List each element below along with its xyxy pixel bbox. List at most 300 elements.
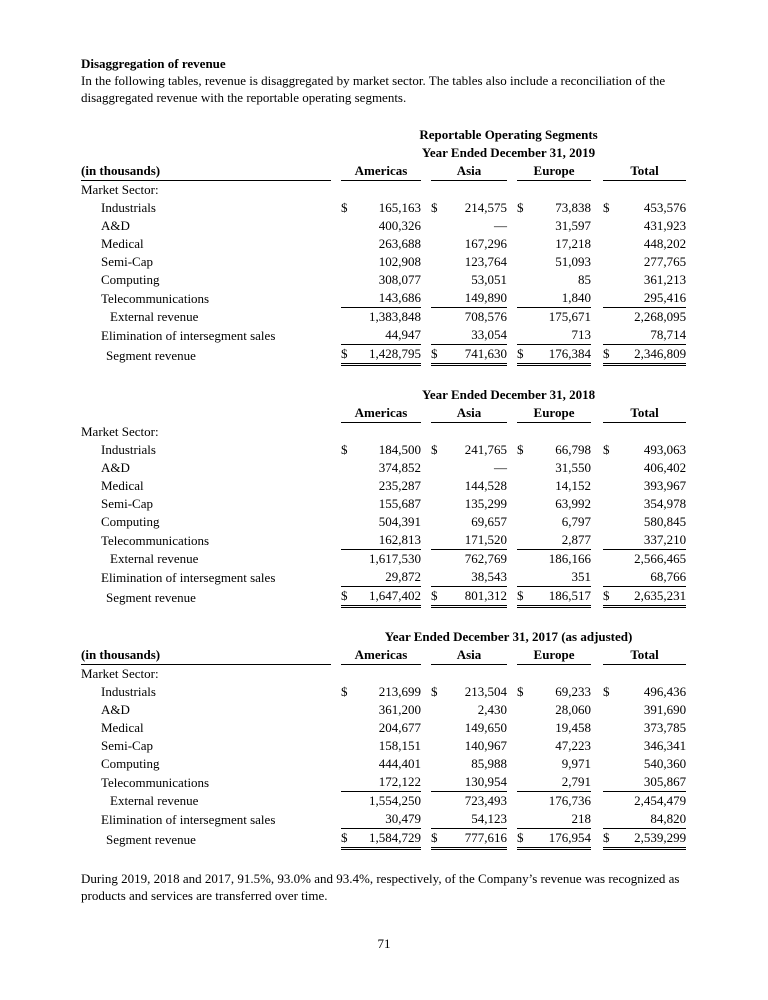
column-gap (591, 701, 603, 719)
dollar-sign-cell (517, 253, 531, 271)
cell-value: 2,454,479 (634, 793, 687, 808)
dollar-sign-cell (603, 719, 617, 737)
column-gap (591, 550, 603, 569)
dollar-sign-cell: $ (603, 829, 617, 849)
row-label: Elimination of intersegment sales (101, 569, 276, 585)
column-gap (421, 810, 431, 829)
dollar-sign-cell (517, 568, 531, 587)
cell-value: — (494, 460, 507, 475)
segments-2018 (81, 386, 686, 608)
cell-value: 176,384 (531, 345, 591, 365)
cell-value: 373,785 (643, 720, 687, 735)
column-gap (507, 701, 517, 719)
cell-value: 155,687 (378, 496, 421, 511)
row-label: Elimination of intersegment sales (101, 811, 276, 827)
dollar-sign-cell (517, 513, 531, 531)
dollar-sign-cell: $ (603, 587, 617, 607)
table-row (81, 810, 686, 829)
dollar-sign-cell (341, 701, 355, 719)
table-row (81, 773, 686, 792)
column-gap (507, 308, 517, 327)
cell-value: 73,838 (555, 200, 591, 215)
section-row (81, 665, 686, 684)
cell-value: 66,798 (555, 442, 591, 457)
period-title: Year Ended December 31, 2018 (421, 387, 596, 402)
row-label-spacer (81, 386, 331, 404)
cell-value: 214,575 (464, 200, 507, 215)
cell-value: 33,054 (445, 326, 507, 345)
column-gap (331, 235, 341, 253)
dollar-sign-cell: $ (341, 442, 348, 457)
segments-super-title: Reportable Operating Segments (419, 127, 598, 142)
column-gap (331, 531, 341, 550)
cell-value: 165,163 (378, 200, 421, 215)
column-gap (331, 755, 341, 773)
cell-value: 213,699 (378, 684, 421, 699)
dollar-sign-cell (431, 719, 445, 737)
cell-value: 2,566,465 (634, 551, 687, 566)
dollar-sign-cell: $ (431, 200, 438, 215)
cell-value: 176,736 (548, 793, 591, 808)
dollar-sign-cell (517, 326, 531, 345)
column-gap (591, 587, 603, 607)
dollar-sign-cell (341, 531, 355, 550)
cell-value: 135,299 (464, 496, 507, 511)
period-title-row (81, 628, 686, 646)
segments-2017 (81, 628, 686, 850)
column-gap (421, 345, 431, 365)
cell-value: 78,714 (617, 326, 686, 345)
table-row (81, 308, 686, 327)
dollar-sign-cell (517, 531, 531, 550)
dollar-sign-cell (603, 513, 617, 531)
column-gap (507, 253, 517, 271)
column-gap (591, 404, 603, 423)
dollar-sign-cell (341, 513, 355, 531)
dollar-sign-cell: $ (603, 684, 610, 699)
column-header-asia: Asia (431, 162, 507, 181)
cell-value: 1,554,250 (369, 793, 421, 808)
column-gap (331, 701, 341, 719)
column-gap (421, 737, 431, 755)
dollar-sign-cell (517, 217, 531, 235)
column-gap (331, 271, 341, 289)
dollar-sign-cell (341, 810, 355, 829)
column-gap (331, 495, 341, 513)
dollar-sign-cell: $ (517, 829, 531, 849)
dollar-sign-cell (603, 568, 617, 587)
cell-value: 1,428,795 (355, 345, 421, 365)
period-title: Year Ended December 31, 2017 (as adjusted) (384, 629, 633, 644)
row-label: Semi-Cap (101, 496, 153, 511)
cell-value: 354,978 (643, 496, 687, 511)
column-gap (591, 459, 603, 477)
dollar-sign-cell (431, 326, 445, 345)
cell-value: 29,872 (355, 568, 421, 587)
column-gap (507, 326, 517, 345)
cell-value: 167,296 (464, 236, 507, 251)
row-label: A&D (101, 460, 130, 475)
column-gap (591, 271, 603, 289)
dollar-sign-cell (431, 737, 445, 755)
cell-value: 184,500 (378, 442, 421, 457)
cell-value: 149,890 (445, 289, 507, 308)
column-gap (331, 253, 341, 271)
column-gap (331, 513, 341, 531)
row-label: External revenue (110, 793, 199, 808)
column-gap (421, 162, 431, 181)
dollar-sign-cell (431, 217, 445, 235)
footer-note: During 2019, 2018 and 2017, 91.5%, 93.0% and 93.4%, respectively, of the Company’s revenue was recognized as products and services are transferred over time. (81, 871, 680, 903)
table-row (81, 253, 686, 271)
in-thousands-label: (in thousands) (81, 646, 331, 665)
column-gap (331, 719, 341, 737)
column-gap (591, 755, 603, 773)
cell-value: 31,597 (555, 218, 591, 233)
cell-value: 9,971 (561, 756, 591, 771)
cell-value: 175,671 (548, 309, 591, 324)
cell-value: 2,430 (477, 702, 507, 717)
cell-value: 713 (531, 326, 591, 345)
dollar-sign-cell (431, 773, 445, 792)
segments-super-title-row (81, 126, 686, 144)
cell-value: 85,988 (471, 756, 507, 771)
dollar-sign-cell (603, 773, 617, 792)
column-gap (507, 773, 517, 792)
cell-value: 361,200 (378, 702, 421, 717)
column-gap (591, 235, 603, 253)
cell-value: 351 (531, 568, 591, 587)
dollar-sign-cell (341, 792, 355, 811)
dollar-sign-cell (603, 550, 617, 569)
row-label: Industrials (101, 200, 156, 215)
column-gap (591, 345, 603, 365)
cell-value: 346,341 (643, 738, 687, 753)
column-gap (331, 326, 341, 345)
market-sector-label: Market Sector: (81, 666, 159, 681)
column-header-americas: Americas (341, 404, 421, 423)
cell-value: 186,517 (531, 587, 591, 607)
column-gap (331, 737, 341, 755)
table-row (81, 477, 686, 495)
segments-2018-grid (81, 386, 686, 608)
dollar-sign-cell: $ (431, 587, 445, 607)
table-row (81, 345, 686, 365)
column-gap (421, 217, 431, 235)
row-label: A&D (101, 702, 130, 717)
dollar-sign-cell (517, 550, 531, 569)
period-title: Year Ended December 31, 2019 (421, 145, 596, 160)
dollar-sign-cell (603, 755, 617, 773)
column-gap (331, 792, 341, 811)
dollar-sign-cell (431, 459, 445, 477)
dollar-sign-cell (341, 568, 355, 587)
column-gap (591, 683, 603, 701)
column-gap (591, 737, 603, 755)
column-header-row (81, 646, 686, 665)
cell-value: 143,686 (355, 289, 421, 308)
dollar-sign-cell (341, 550, 355, 569)
column-gap (421, 719, 431, 737)
cell-value: 51,093 (555, 254, 591, 269)
cell-value: 144,528 (464, 478, 507, 493)
row-label: Semi-Cap (101, 254, 153, 269)
dollar-sign-cell (603, 235, 617, 253)
column-gap (507, 829, 517, 849)
row-label: Industrials (101, 442, 156, 457)
column-gap (591, 719, 603, 737)
segments-2017-grid (81, 628, 686, 850)
row-label-spacer (81, 144, 331, 162)
column-gap (507, 495, 517, 513)
dollar-sign-cell (517, 737, 531, 755)
cell-value: 741,630 (445, 345, 507, 365)
page-number: 71 (377, 936, 391, 951)
row-label: External revenue (110, 309, 199, 324)
dollar-sign-cell (603, 701, 617, 719)
column-gap (421, 531, 431, 550)
column-gap (331, 459, 341, 477)
column-gap (591, 477, 603, 495)
column-gap (591, 289, 603, 308)
cell-value: 391,690 (643, 702, 687, 717)
table-row (81, 550, 686, 569)
row-label: Medical (101, 478, 144, 493)
column-gap (507, 737, 517, 755)
dollar-sign-cell: $ (341, 684, 348, 699)
cell-value: 1,647,402 (355, 587, 421, 607)
column-gap (331, 289, 341, 308)
dollar-sign-cell (431, 308, 445, 327)
dollar-sign-cell (431, 513, 445, 531)
dollar-sign-cell (341, 477, 355, 495)
column-header-europe: Europe (517, 404, 591, 423)
column-gap (331, 199, 341, 217)
cell-value: 84,820 (617, 810, 686, 829)
cell-value: 374,852 (378, 460, 421, 475)
cell-value: 130,954 (445, 773, 507, 792)
dollar-sign-cell: $ (603, 345, 617, 365)
row-label-spacer (81, 126, 331, 144)
cell-value: — (494, 218, 507, 233)
dollar-sign-cell (517, 289, 531, 308)
table-row (81, 683, 686, 701)
dollar-sign-cell: $ (341, 345, 355, 365)
cell-value: 68,766 (617, 568, 686, 587)
cell-value: 158,151 (378, 738, 421, 753)
segments-2019 (81, 126, 686, 366)
table-row (81, 271, 686, 289)
column-gap (331, 829, 341, 849)
dollar-sign-cell (517, 792, 531, 811)
row-label: Segment revenue (106, 347, 196, 363)
dollar-sign-cell (603, 289, 617, 308)
cell-value: 493,063 (643, 442, 687, 457)
dollar-sign-cell (603, 326, 617, 345)
column-gap (507, 755, 517, 773)
table-row (81, 235, 686, 253)
cell-value: 2,346,809 (617, 345, 686, 365)
column-header-asia: Asia (431, 404, 507, 423)
cell-value: 1,617,530 (369, 551, 421, 566)
dollar-sign-cell: $ (431, 442, 438, 457)
cell-value: 69,233 (555, 684, 591, 699)
column-gap (507, 587, 517, 607)
section-heading: Disaggregation of revenue (81, 56, 226, 71)
column-gap (331, 477, 341, 495)
column-gap (591, 495, 603, 513)
column-gap (421, 235, 431, 253)
column-gap (591, 441, 603, 459)
column-gap (591, 829, 603, 849)
dollar-sign-cell (431, 253, 445, 271)
column-gap (421, 477, 431, 495)
column-gap (507, 568, 517, 587)
column-gap (421, 773, 431, 792)
column-gap (331, 308, 341, 327)
table-row (81, 441, 686, 459)
column-gap (591, 308, 603, 327)
dollar-sign-cell (341, 308, 355, 327)
row-label: Segment revenue (106, 831, 196, 847)
column-gap (421, 253, 431, 271)
column-gap (507, 719, 517, 737)
column-gap (421, 568, 431, 587)
dollar-sign-cell: $ (603, 200, 610, 215)
column-gap (591, 531, 603, 550)
table-row (81, 829, 686, 849)
cell-value: 448,202 (643, 236, 687, 251)
dollar-sign-cell (517, 459, 531, 477)
cell-value: 218 (531, 810, 591, 829)
dollar-sign-cell (431, 495, 445, 513)
row-label: A&D (101, 218, 130, 233)
column-gap (421, 199, 431, 217)
table-row (81, 459, 686, 477)
column-gap (421, 646, 431, 665)
column-gap (421, 587, 431, 607)
cell-value: 308,077 (378, 272, 421, 287)
cell-value: 1,383,848 (369, 309, 421, 324)
cell-value: 540,360 (643, 756, 687, 771)
dollar-sign-cell: $ (431, 684, 438, 699)
column-gap (421, 701, 431, 719)
cell-value: 263,688 (378, 236, 421, 251)
cell-value: 213,504 (464, 684, 507, 699)
row-label: Telecommunications (101, 774, 210, 790)
dollar-sign-cell (341, 253, 355, 271)
cell-value: 176,954 (531, 829, 591, 849)
dollar-sign-cell: $ (341, 587, 355, 607)
dollar-sign-cell (431, 701, 445, 719)
table-row (81, 568, 686, 587)
dollar-sign-cell (603, 253, 617, 271)
column-header-asia: Asia (431, 646, 507, 665)
cell-value: 204,677 (378, 720, 421, 735)
cell-value: 162,813 (355, 531, 421, 550)
dollar-sign-cell (341, 459, 355, 477)
dollar-sign-cell: $ (341, 200, 348, 215)
dollar-sign-cell (431, 568, 445, 587)
dollar-sign-cell (603, 495, 617, 513)
dollar-sign-cell (431, 477, 445, 495)
cell-value: 63,992 (555, 496, 591, 511)
column-gap (591, 646, 603, 665)
column-gap (507, 289, 517, 308)
column-gap (507, 683, 517, 701)
cell-value: 762,769 (464, 551, 507, 566)
segments-2019-grid (81, 126, 686, 366)
table-row (81, 495, 686, 513)
cell-value: 47,223 (555, 738, 591, 753)
dollar-sign-cell (603, 477, 617, 495)
dollar-sign-cell: $ (517, 684, 524, 699)
column-gap (507, 810, 517, 829)
cell-value: 393,967 (643, 478, 687, 493)
dollar-sign-cell (603, 459, 617, 477)
column-gap (591, 513, 603, 531)
cell-value: 53,051 (471, 272, 507, 287)
cell-value: 406,402 (643, 460, 687, 475)
intro-paragraph: In the following tables, revenue is disaggregated by market sector. The tables also include a reconciliation of the disaggregated revenue with the reportable operating segments. (81, 73, 666, 105)
cell-value: 123,764 (464, 254, 507, 269)
cell-value: 1,584,729 (355, 829, 421, 849)
table-row (81, 531, 686, 550)
dollar-sign-cell (517, 477, 531, 495)
dollar-sign-cell (517, 755, 531, 773)
cell-value: 400,326 (378, 218, 421, 233)
column-gap (507, 477, 517, 495)
cell-value: 277,765 (643, 254, 687, 269)
cell-value: 361,213 (643, 272, 687, 287)
column-gap (331, 550, 341, 569)
cell-value: 723,493 (464, 793, 507, 808)
dollar-sign-cell: $ (517, 200, 524, 215)
column-gap (421, 550, 431, 569)
column-gap (331, 646, 341, 665)
in-thousands-label (81, 404, 331, 423)
dollar-sign-cell (517, 308, 531, 327)
row-label-spacer (81, 628, 331, 646)
dollar-sign-cell: $ (517, 345, 531, 365)
dollar-sign-cell: $ (517, 587, 531, 607)
column-gap (331, 404, 341, 423)
column-gap (507, 162, 517, 181)
cell-value: 140,967 (464, 738, 507, 753)
table-row (81, 755, 686, 773)
column-gap (421, 271, 431, 289)
cell-value: 2,539,299 (617, 829, 686, 849)
row-label: Industrials (101, 684, 156, 699)
dollar-sign-cell (603, 792, 617, 811)
dollar-sign-cell (603, 217, 617, 235)
dollar-sign-cell (517, 773, 531, 792)
section-row (81, 423, 686, 442)
column-gap (591, 792, 603, 811)
cell-value: 444,401 (378, 756, 421, 771)
row-label: Computing (101, 756, 160, 771)
row-label: Telecommunications (101, 532, 210, 548)
section-row (81, 181, 686, 200)
cell-value: 337,210 (617, 531, 686, 550)
market-sector-label: Market Sector: (81, 182, 159, 197)
dollar-sign-cell (431, 792, 445, 811)
dollar-sign-cell (431, 531, 445, 550)
column-gap (507, 531, 517, 550)
table-row (81, 217, 686, 235)
dollar-sign-cell (517, 271, 531, 289)
column-gap (507, 550, 517, 569)
